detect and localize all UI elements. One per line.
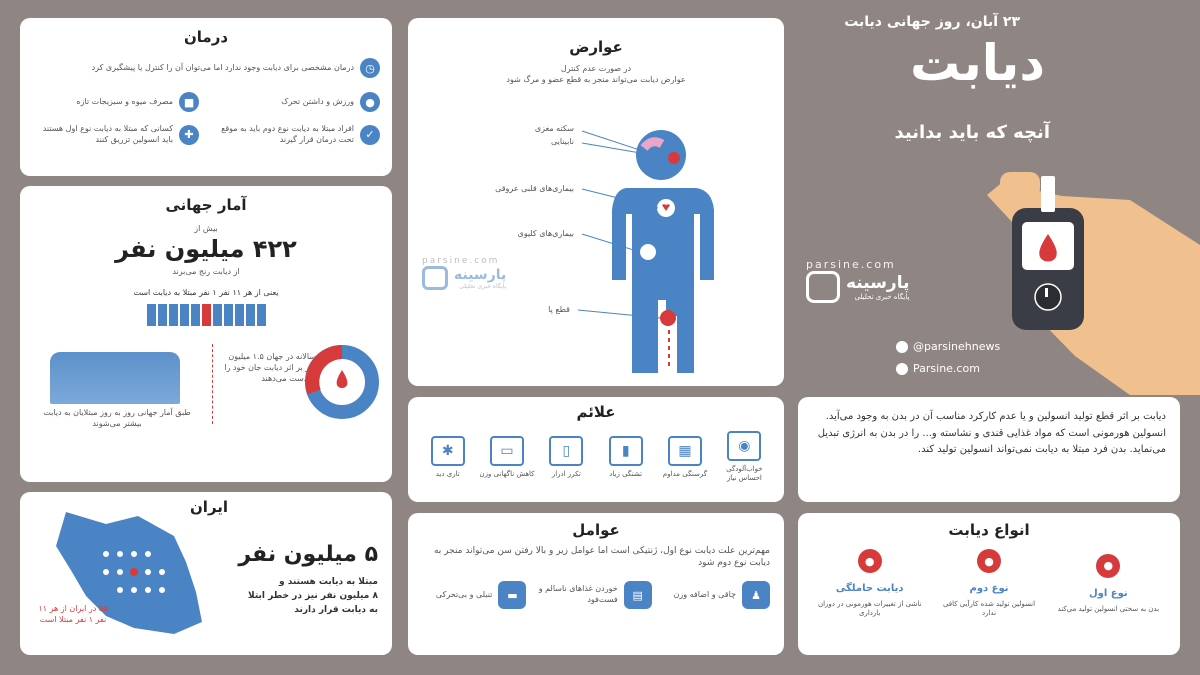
people-ratio-row (32, 304, 380, 330)
scale-icon: ■ (179, 92, 199, 112)
definition-text: دیابت بر اثر قطع تولید انسولین و یا عدم کارکرد مناسب آن در بدن به وجود می‌آید. انسولین هورمونی است که مواد غذایی قندی و نشاسته و... را در بدن به انرژی تبدیل می‌نماید. بدن فرد مبتلا به دیابت نمی‌تواند انسولین تولید کند. (817, 411, 1166, 455)
drop-icon-gestational: ● (858, 549, 882, 573)
hero-brand-tag: پایگاه خبری تحلیلی (854, 293, 910, 301)
global-stats-title: آمار جهانی (165, 196, 247, 214)
complication-kidney: بیماری‌های کلیوی (517, 229, 574, 238)
complication-blindness: نابینایی (550, 137, 574, 146)
hero-brand-name: پارسینه (846, 273, 910, 293)
symptom-3: تشنگی زیاد (609, 469, 643, 478)
donut-drop-icon (337, 370, 348, 388)
hero-subtitle: آنچه که باید بدانید (894, 122, 1050, 143)
iran-line-2: ۸ میلیون نفر نیز در خطر ابتلا (248, 590, 378, 601)
symptom-5: کاهش ناگهانی وزن (479, 469, 535, 478)
website-link[interactable]: Parsine.com (913, 362, 980, 375)
donut-caption: سالانه در جهان ۱.۵ میلیون نفر بر اثر دیابت جان خود را از دست می‌دهند (224, 352, 316, 383)
complication-cardio: بیماری‌های قلبی عروقی (495, 184, 574, 193)
factor-3: تنبلی و بی‌تحرکی (435, 589, 493, 599)
hero-watermark (806, 258, 1006, 303)
treatment-item-type2: افراد مبتلا به دیابت نوع دوم باید به موقع تحت درمان قرار گیرند (221, 124, 354, 144)
type-1-desc: بدن به سختی انسولین تولید می‌کند (1057, 604, 1160, 613)
kidney-icon (640, 244, 656, 260)
eye-icon: ✱ (431, 436, 465, 466)
syringe-icon: ✚ (179, 125, 199, 145)
type-3-desc: ناشی از تغییرات هورمونی در دوران بارداری (817, 600, 922, 618)
hero-title: دیابت (910, 34, 1045, 92)
at-icon (896, 341, 908, 353)
brand-logo-icon-2 (422, 266, 448, 290)
symptoms-title: علائم (576, 403, 616, 421)
iran-title: ایران (190, 498, 229, 516)
type-2-name: نوع دوم (969, 583, 1009, 594)
iran-card (20, 492, 392, 655)
complications-watermark (422, 256, 562, 290)
global-stats-ratio: یعنی از هر ۱۱ نفر ۱ نفر مبتلا به دیابت است (133, 287, 279, 297)
iran-line-3: به دیابت قرار دارند (294, 604, 378, 615)
highlighted-person-icon (202, 304, 211, 326)
treatment-item-exercise: مصرف میوه و سبزیجات تازه (76, 96, 174, 106)
brand-logo-icon (806, 271, 840, 303)
complications-brand-tag: پایگاه خبری تحلیلی (459, 282, 507, 290)
clock-icon: ◷ (360, 58, 380, 78)
human-body-illustration (408, 18, 784, 386)
food-icon: ● (360, 92, 380, 112)
iran-highlight-person-icon (130, 568, 138, 576)
type-3-name: دیابت حاملگی (835, 583, 904, 594)
treatment-intro: درمان مشخصی برای دیابت وجود ندارد اما می‌توان آن را کنترل یا پیشگیری کرد (91, 62, 354, 72)
global-stats-prefix: بیش از (194, 224, 218, 233)
definition-card (798, 397, 1180, 502)
symptom-4: تکرر ادرار (551, 469, 581, 478)
complications-intro-2: عوارض دیابت می‌تواند منجر به قطع عضو و مرگ شود (506, 74, 686, 84)
complication-stroke: سکته مغزی (534, 124, 574, 133)
treatment-item-insulin: کسانی که مبتلا به دیابت نوع اول هستند باید انسولین تزریق کنند (42, 124, 174, 144)
types-card (798, 513, 1180, 655)
symptoms-card (408, 397, 784, 502)
crowd-illustration (50, 352, 180, 404)
sofa-icon: ▬ (498, 581, 526, 609)
hero-section (800, 0, 1200, 395)
social-handle-row[interactable] (896, 340, 1000, 353)
global-stats-number: ۴۲۲ میلیون نفر (115, 234, 297, 263)
hero-watermark-latin: parsine.com (806, 258, 896, 271)
glucose-meter-illustration (800, 0, 1200, 395)
iran-big-number: ۵ میلیون نفر (238, 542, 378, 567)
factors-text: مهم‌ترین علت دیابت نوع اول، ژنتیکی است اما عوامل زیر و بالا رفتن سن می‌تواند منجر به دیابت نوع دوم شود (433, 546, 770, 569)
complications-brand-name: پارسینه (454, 266, 507, 283)
mortality-donut-chart (304, 344, 380, 420)
junkfood-icon: ▤ (624, 581, 652, 609)
types-title: انواع دیابت (948, 521, 1030, 539)
treatment-title: درمان (183, 28, 229, 46)
global-stats-suffix: از دیابت رنج می‌برند (172, 266, 240, 276)
type-2-desc: انسولین تولید شده کارآیی کافی ندارد (942, 600, 1036, 618)
iran-line-1: مبتلا به دیابت هستند و (279, 577, 378, 587)
factors-card (408, 513, 784, 655)
factors-title: عوامل (572, 521, 620, 539)
drop-icon-type2: ● (977, 549, 1001, 573)
complications-title: عوارض (569, 38, 623, 56)
drop-icon-type1: ● (1096, 554, 1120, 578)
iran-map-label: ۵۵ در ایران از هر ۱۱ نفر ۱ نفر مبتلا است (38, 604, 108, 624)
scale-icon-2: ▭ (490, 436, 524, 466)
complication-amputation: قطع پا (548, 305, 570, 314)
symptom-6: تاری دید (435, 469, 460, 478)
hero-date-line: ۲۳ آبان، روز جهانی دیابت (844, 14, 1020, 30)
check-icon: ✓ (360, 125, 380, 145)
factor-2: خوردن غذاهای ناسالم و فست‌فود (538, 584, 618, 605)
hunger-icon: ◉ (727, 431, 761, 461)
globe-icon (896, 363, 908, 375)
treatment-card (20, 18, 392, 176)
social-handle[interactable]: @parsinehnews (913, 340, 1001, 353)
toilet-icon: ▯ (549, 436, 583, 466)
thirst-icon: ▦ (668, 436, 702, 466)
treatment-item-vegetables: ورزش و داشتن تحرک (281, 96, 354, 106)
type-1-name: نوع اول (1089, 587, 1128, 599)
factor-1: چاقی و اضافه وزن (673, 589, 736, 599)
crowd-caption: طبق آمار جهانی روز به روز مبتلایان به دیابت بیشتر می‌شوند (43, 408, 191, 429)
global-stats-card (20, 186, 392, 482)
overweight-icon: ♟ (742, 581, 770, 609)
symptom-1: خواب‌آلودگی احساس نیاز (726, 465, 763, 483)
symptom-2: گرسنگی مداوم (662, 469, 708, 478)
complications-intro-1: در صورت عدم کنترل (560, 64, 632, 73)
website-row[interactable] (896, 362, 980, 375)
test-strip (1041, 176, 1055, 212)
bottle-icon: ▮ (609, 436, 643, 466)
complications-watermark-latin: parsine.com (422, 256, 500, 266)
complications-card (408, 18, 784, 386)
